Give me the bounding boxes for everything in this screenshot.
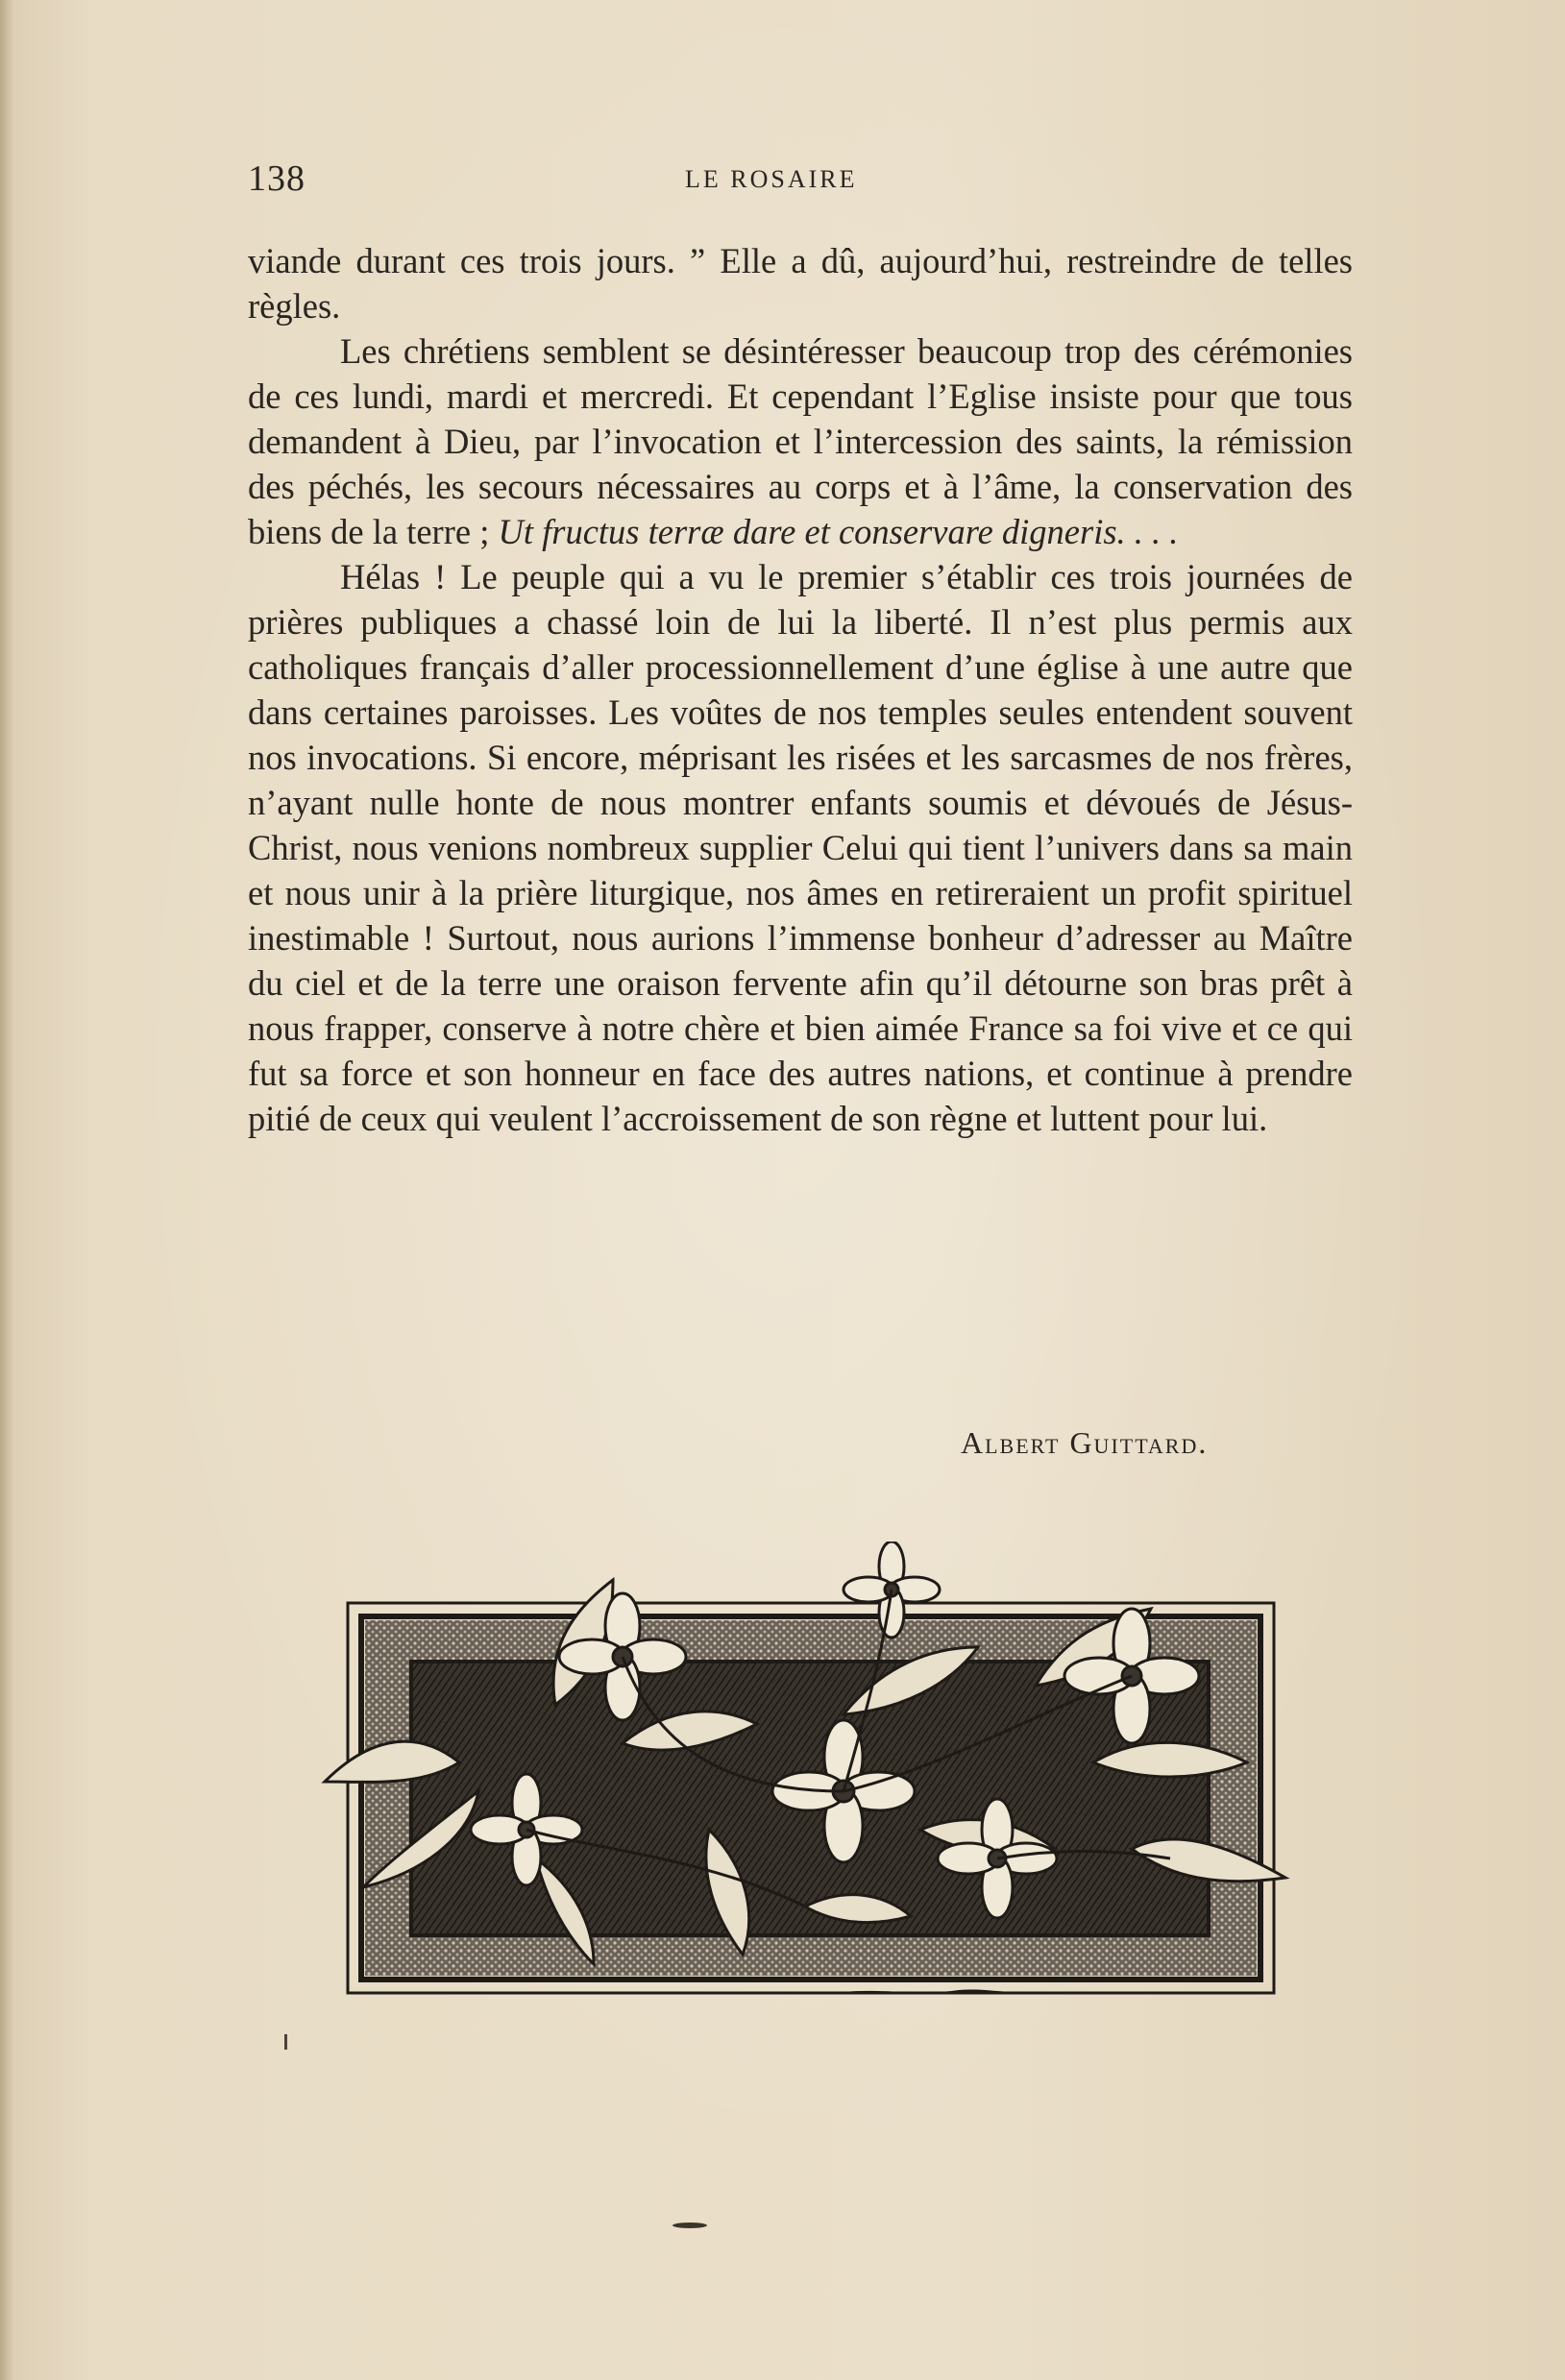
ink-smudge	[672, 2222, 707, 2228]
page-number: 138	[248, 158, 306, 199]
latin-quotation: Ut fructus terræ dare et conservare digneris. . . .	[498, 512, 1179, 551]
floral-engraving-vignette-icon	[306, 1542, 1305, 2022]
paragraph-1: viande durant ces trois jours. ” Elle a dû, aujourd’hui, restreindre de telles règles.	[248, 241, 1353, 326]
article-body	[248, 238, 1353, 1141]
page-header	[248, 158, 1353, 206]
running-head: LE ROSAIRE	[685, 165, 858, 193]
stray-ink-mark	[284, 2034, 287, 2050]
paragraph-2-text: Les chrétiens semblent se désintéresser beaucoup trop des cérémonies de ces lundi, mardi et mercredi. Et cependant l’Eglise insiste pour que tous demandent à Dieu, par l’invocation et l’intercession des saints, la rémission des péchés, les secours nécessaires au corps et à l’âme, la conservation des biens de la terre ;	[248, 331, 1353, 551]
author-signature: Albert Guittard.	[961, 1425, 1209, 1460]
paragraph-3: Hélas ! Le peuple qui a vu le premier s’établir ces trois journées de prières publiques a chassé loin de lui la liberté. Il n’est plus permis aux catholiques français d’aller processionnellement d’une église à une autre que dans certaines paroisses. Les voûtes de nos temples seules entendent souvent nos invocations. Si encore, méprisant les risées et les sarcasmes de nos frères, n’ayant nulle honte de nous montrer enfants soumis et dévoués de Jésus-Christ, nous venions nombreux supplier Celui qui tient l’univers dans sa main et nous unir à la prière liturgique, nos âmes en retireraient un profit spirituel inestimable ! Surtout, nous aurions l’immense bonheur d’adresser au Maître du ciel et de la terre une oraison fervente afin qu’il détourne son bras prêt à nous frapper, conserve à notre chère et bien aimée France sa foi vive et ce qui fut sa force et son honneur en face des autres nations, et continue à prendre pitié de ceux qui veulent l’accroissement de son règne et luttent pour lui.	[248, 557, 1353, 1138]
page-gutter-shadow	[0, 0, 13, 2380]
paragraph-2	[248, 328, 1353, 554]
